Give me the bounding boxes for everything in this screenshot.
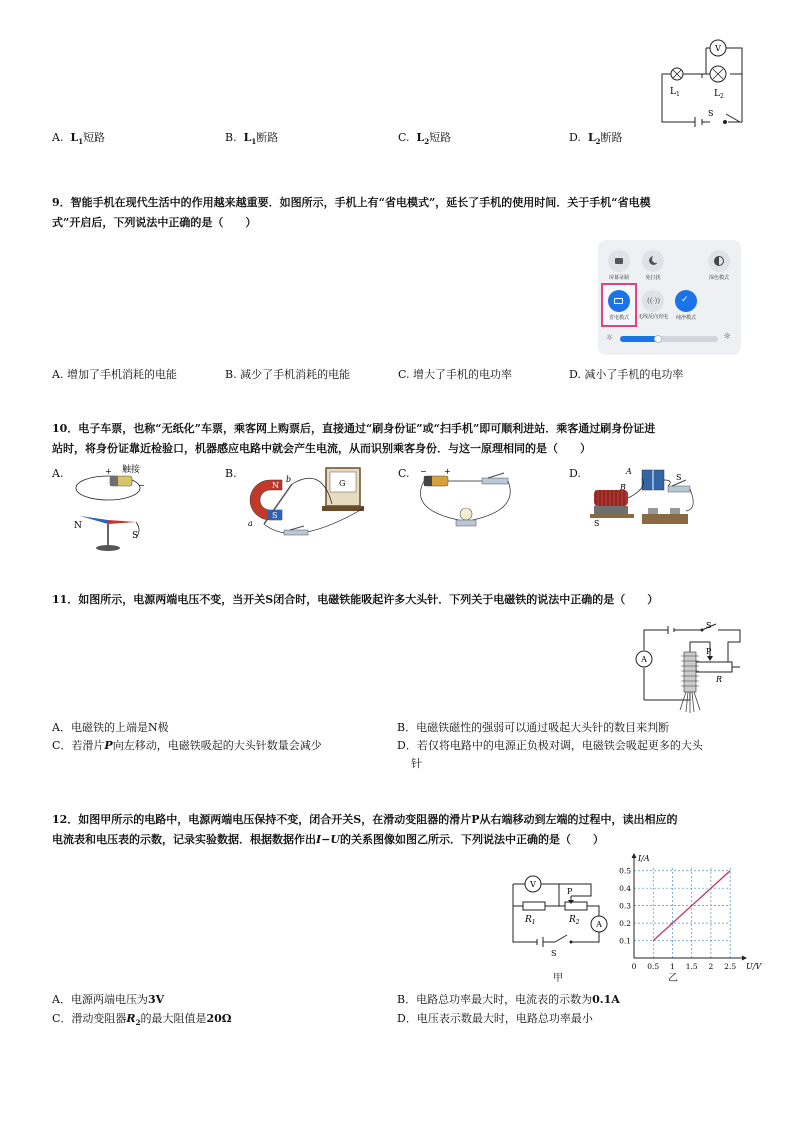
- s-label: S: [594, 519, 600, 528]
- y-tick-label: 0.1: [619, 936, 631, 946]
- x-axis-arrow: [742, 956, 747, 961]
- minus-label: −: [138, 481, 145, 490]
- screen-record-icon: [608, 250, 630, 272]
- q10-figure-c: [412, 464, 522, 536]
- brightness-slider[interactable]: [620, 336, 718, 342]
- moon-icon: [642, 250, 664, 272]
- n-pole-label: N: [74, 521, 82, 531]
- sun-small-icon: ☼: [606, 333, 614, 342]
- q10-figure-b: [240, 464, 380, 544]
- q12-stem: 12．如图甲所示的电路中，电源两端电压保持不变，闭合开关S，在滑动变阻器的滑片P从右端移动到左端的过程中，读出相应的 电流表和电压表的示数，记录实验数据．根据数据作出I−U的关系图像如图乙所示．下列说法中正确的是（ ）: [52, 813, 678, 846]
- r2-label: $R_2$: [569, 915, 580, 926]
- plus-label: +: [444, 467, 451, 476]
- b-label: b: [286, 475, 292, 484]
- y-tick-label: 0.3: [619, 901, 631, 911]
- q9-option-c[interactable]: C. 增大了手机的电功率: [398, 368, 513, 381]
- sun-large-icon: ☼: [723, 332, 732, 342]
- tile-label: 省电模式: [608, 315, 629, 321]
- q12-option-d[interactable]: D．电压表示数最大时，电路总功率最小: [397, 1012, 593, 1025]
- a-label: A: [626, 467, 632, 476]
- tile-label: 免打扰: [645, 275, 661, 281]
- q11-option-d[interactable]: D．若仅将电路中的电源正负极对调，电磁铁会吸起更多的大头 针: [397, 739, 703, 770]
- r1-label: $R_1$: [525, 915, 536, 926]
- y-axis-arrow: [632, 853, 637, 858]
- q8-option-d[interactable]: D. $L_2$断路: [569, 131, 623, 147]
- ammeter-label: A: [596, 920, 602, 929]
- q11-circuit-diagram: [630, 618, 745, 714]
- switch-label: S: [551, 949, 557, 958]
- n-label: N: [272, 481, 279, 490]
- q12-option-c[interactable]: C．滑动变阻器$R_2$的最大阻值是20Ω: [52, 1012, 232, 1028]
- q10-stem: 10．电子车票，也称“无纸化”车票，乘客网上购票后，直接通过“刷身份证”或“扫手机”即可顺利进站．乘客通过刷身份证进 站时，将身份证靠近检验口，机器感应电路中就会产生电流，从而识别乘客身份．与这一原理相同的是（ ）: [52, 422, 656, 455]
- q10-option-d-letter[interactable]: D.: [569, 467, 581, 480]
- bulb-icon: [460, 508, 472, 520]
- q8-option-c[interactable]: C. $L_2$短路: [398, 131, 452, 147]
- switch-label: S: [708, 109, 714, 118]
- shield-icon: ✓: [675, 290, 697, 312]
- y-tick-label: 0.2: [619, 919, 631, 929]
- s-label: S: [676, 473, 682, 482]
- rheostat-label: R: [716, 675, 723, 684]
- tile-label: 屏幕录制: [608, 275, 629, 281]
- x-tick-label: 1: [670, 962, 675, 971]
- q11-stem: 11．如图所示，电源两端电压不变，当开关S闭合时，电磁铁能吸起许多大头针．下列关于电磁铁的说法中正确的是（ ）: [52, 593, 659, 606]
- dark-mode-icon: [708, 250, 730, 272]
- x-tick-label: 1.5: [685, 962, 698, 971]
- touch-label: 触接: [122, 465, 141, 475]
- q10-option-c-letter[interactable]: C.: [398, 467, 410, 480]
- x-tick-label: 2: [708, 962, 714, 971]
- q9-option-d[interactable]: D. 减小了手机的电功率: [569, 368, 684, 381]
- x-axis-label: U/V: [746, 962, 762, 971]
- galvanometer-label: G: [339, 479, 346, 488]
- q8-option-b[interactable]: B. $L_1$断路: [225, 131, 279, 147]
- q12-option-b[interactable]: B．电路总功率最大时，电流表的示数为0.1A: [397, 993, 620, 1006]
- s-label: S: [272, 511, 278, 520]
- x-tick-label: 0.5: [647, 962, 660, 971]
- y-tick-label: 0.4: [619, 884, 631, 894]
- switch-icon: [668, 486, 690, 492]
- q9-option-a[interactable]: A. 增加了手机消耗的电能: [52, 368, 177, 381]
- switch-label: S: [706, 621, 712, 630]
- q10-figure-d: [590, 462, 700, 542]
- pins-icon: [680, 692, 700, 713]
- y-tick-label: 0.5: [619, 866, 631, 876]
- s-pole-label: S: [132, 531, 139, 541]
- q8-option-a[interactable]: A. $L_1$短路: [52, 131, 106, 147]
- chart-caption: 乙: [668, 973, 678, 984]
- voltmeter-label: V: [530, 880, 536, 889]
- slider-label: P: [706, 647, 712, 656]
- q9-stem: 9．智能手机在现代生活中的作用越来越重要．如图所示，手机上有“省电模式”，延长了手机的使用时间．关于手机“省电模 式”开启后，下列说法中正确的是（ ）: [52, 196, 651, 229]
- tile-label: 纯净模式: [675, 315, 696, 321]
- y-axis-label: I/A: [638, 854, 650, 863]
- iu-chart: [612, 852, 762, 972]
- tile-label: 深色模式: [708, 275, 729, 281]
- q10-option-a-letter[interactable]: A.: [52, 467, 64, 480]
- q12-circuit-diagram: [505, 870, 615, 966]
- l1-label: $L_1$: [670, 87, 680, 98]
- x-tick-label: 0: [631, 962, 637, 971]
- a-label: a: [248, 519, 253, 528]
- switch-icon: [482, 478, 508, 484]
- q10-option-b-letter[interactable]: B.: [225, 467, 237, 480]
- l2-label: $L_2$: [714, 89, 724, 100]
- minus-label: −: [420, 467, 427, 476]
- circuit-caption: 甲: [553, 973, 563, 984]
- q9-phone-panel: [598, 240, 741, 355]
- slider-label: P: [567, 887, 573, 896]
- q8-circuit-diagram: [650, 38, 745, 130]
- q11-option-b[interactable]: B．电磁铁磁性的强弱可以通过吸起大头针的数目来判断: [397, 721, 670, 734]
- q11-option-a[interactable]: A．电磁铁的上端是N极: [52, 721, 169, 734]
- x-tick-label: 2.5: [724, 962, 737, 971]
- wireless-charge-icon: ((·)): [642, 290, 664, 312]
- battery-saver-icon[interactable]: [608, 290, 630, 312]
- b-label: B: [620, 483, 626, 492]
- coil-icon: [594, 490, 628, 506]
- q10-figure-a: [70, 462, 160, 557]
- q11-option-c[interactable]: C．若滑片P向左移动，电磁铁吸起的大头针数量会减少: [52, 739, 322, 752]
- ammeter-label: A: [641, 655, 647, 664]
- plus-label: +: [105, 467, 112, 476]
- tile-label: 无线反向充电: [637, 314, 668, 320]
- q9-option-b[interactable]: B. 减少了手机消耗的电能: [225, 368, 351, 381]
- q12-option-a[interactable]: A．电源两端电压为3V: [52, 993, 165, 1006]
- switch-icon: [284, 530, 308, 535]
- battery-icon: [110, 476, 132, 486]
- voltmeter-label: V: [715, 44, 721, 53]
